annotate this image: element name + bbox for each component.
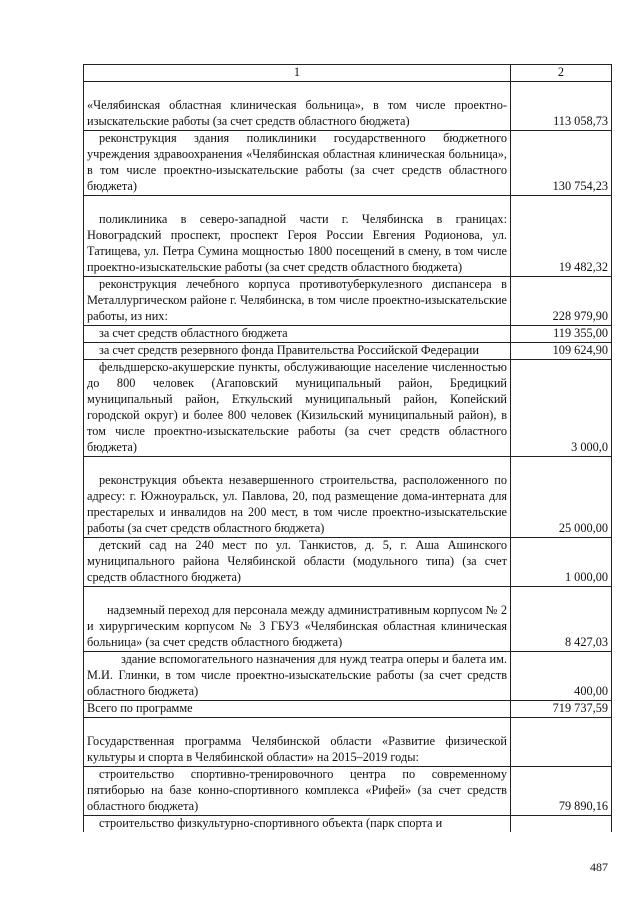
table-header-row bbox=[84, 65, 612, 82]
table-row-total bbox=[84, 700, 612, 717]
table-row bbox=[84, 130, 612, 195]
row-value: 19 482,32 bbox=[511, 195, 612, 276]
row-value: 79 890,16 bbox=[511, 766, 612, 815]
row-value: 25 000,00 bbox=[511, 456, 612, 537]
row-text: за счет средств резервного фонда Правительства Российской Федерации bbox=[84, 342, 511, 359]
row-value bbox=[511, 717, 612, 766]
row-value: 113 058,73 bbox=[511, 81, 612, 130]
row-value: 109 624,90 bbox=[511, 342, 612, 359]
row-value: 1 000,00 bbox=[511, 537, 612, 586]
row-value: 130 754,23 bbox=[511, 130, 612, 195]
table-row bbox=[84, 359, 612, 456]
table-row bbox=[84, 815, 612, 831]
header-col-2: 2 bbox=[511, 65, 612, 82]
table-row bbox=[84, 325, 612, 342]
table-row bbox=[84, 276, 612, 325]
table-row bbox=[84, 651, 612, 700]
row-text: надземный переход для персонала между административным корпусом № 2 и хирургическим корпусом № 3 ГБУЗ «Челябинская областная клиническая больница» (за счет средств областного бюджета) bbox=[84, 586, 511, 651]
row-text: фельдшерско-акушерские пункты, обслуживающие население численностью до 800 человек (Агаповский муниципальный район, Бредицкий муниципальный район, Еткульский муниципальный район, Копейский городской округ) и более 800 человек (Кизильский муниципальный район), в том числе проектно-изыскательские работы (за счет средств областного бюджета) bbox=[84, 359, 511, 456]
table-row bbox=[84, 766, 612, 815]
row-text: реконструкция объекта незавершенного строительства, расположенного по адресу: г. Южноуральск, ул. Павлова, 20, под размещение дома-интерната для престарелых и инвалидов на 200 мест, в том числе проектно-изыскательские работы (за счет средств областного бюджета) bbox=[84, 456, 511, 537]
header-col-1: 1 bbox=[84, 65, 511, 82]
row-value: 400,00 bbox=[511, 651, 612, 700]
row-text: детский сад на 240 мест по ул. Танкистов, д. 5, г. Аша Ашинского муниципального района Челябинской области (модульного типа) (за счет средств областного бюджета) bbox=[84, 537, 511, 586]
total-label: Всего по программе bbox=[84, 700, 511, 717]
table-row bbox=[84, 195, 612, 276]
table-row bbox=[84, 456, 612, 537]
row-value: 119 355,00 bbox=[511, 325, 612, 342]
table-row bbox=[84, 81, 612, 130]
row-text: реконструкция здания поликлиники государственного бюджетного учреждения здравоохранения «Челябинская областная клиническая больница», в том числе проектно-изыскательские работы (за счет средств областного бюджета) bbox=[84, 130, 511, 195]
table-row bbox=[84, 717, 612, 766]
row-value: 3 000,0 bbox=[511, 359, 612, 456]
row-text: строительство физкультурно-спортивного объекта (парк спорта и bbox=[84, 815, 511, 831]
total-value: 719 737,59 bbox=[511, 700, 612, 717]
table-row bbox=[84, 342, 612, 359]
row-text: поликлиника в северо-западной части г. Челябинска в границах: Новоградский проспект, проспект Героя России Евгения Родионова, ул. Татищева, ул. Петра Сумина мощностью 1800 посещений в смену, в том числе проектно-изыскательские работы (за счет средств областного бюджета) bbox=[84, 195, 511, 276]
row-value: 228 979,90 bbox=[511, 276, 612, 325]
row-text: за счет средств областного бюджета bbox=[84, 325, 511, 342]
row-text: здание вспомогательного назначения для нужд театра оперы и балета им. М.И. Глинки, в том числе проектно-изыскательские работы (за счет средств областного бюджета) bbox=[84, 651, 511, 700]
table-row bbox=[84, 537, 612, 586]
page-number: 487 bbox=[590, 860, 608, 874]
row-text: «Челябинская областная клиническая больница», в том числе проектно-изыскательские работы (за счет средств областного бюджета) bbox=[84, 81, 511, 130]
row-text: реконструкция лечебного корпуса противотуберкулезного диспансера в Металлургическом районе г. Челябинска, в том числе проектно-изыскательские работы, из них: bbox=[84, 276, 511, 325]
row-text: Государственная программа Челябинской области «Развитие физической культуры и спорта в Челябинской области» на 2015–2019 годы: bbox=[84, 717, 511, 766]
row-value: 8 427,03 bbox=[511, 586, 612, 651]
table-row bbox=[84, 586, 612, 651]
row-value bbox=[511, 815, 612, 831]
budget-table bbox=[83, 64, 612, 832]
row-text: строительство спортивно-тренировочного центра по современному пятиборью на базе конно-спортивного комплекса «Рифей» (за счет средств областного бюджета) bbox=[84, 766, 511, 815]
